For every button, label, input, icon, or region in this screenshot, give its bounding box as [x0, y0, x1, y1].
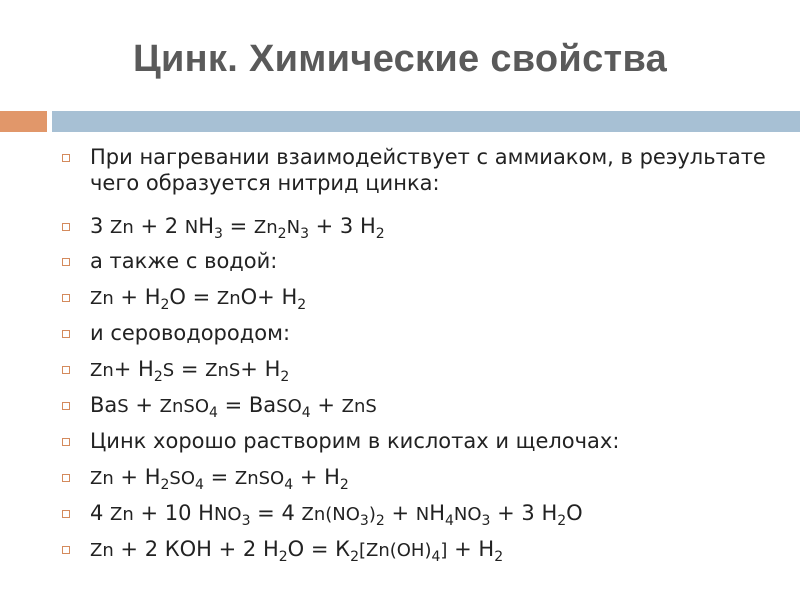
bullet-text	[90, 144, 780, 196]
formula-segment: +	[384, 501, 416, 525]
formula-segment: + 2	[133, 214, 185, 238]
formula-segment: H	[198, 214, 215, 238]
formula-segment: Zn	[253, 217, 278, 238]
subscript-digit: 2	[339, 477, 349, 493]
subscript-digit: 2	[494, 549, 504, 565]
formula-segment: Zn	[90, 540, 114, 561]
formula-segment: и сероводородом:	[90, 321, 291, 345]
formula-subscript	[297, 285, 307, 313]
formula-segment: Zn	[90, 468, 114, 489]
formula-segment: + 3 H	[490, 501, 558, 525]
formula-segment: =	[174, 357, 206, 381]
square-bullet-icon	[62, 438, 70, 446]
square-bullet-icon	[62, 474, 70, 482]
formula-segment: =	[203, 465, 235, 489]
bullet-text	[90, 320, 290, 346]
subscript-digit: 2	[350, 549, 359, 565]
formula-segment: ZnSO	[234, 468, 285, 489]
subscript-digit: 3	[241, 513, 251, 529]
formula-segment: + H	[447, 537, 495, 561]
subscript-digit: 2	[160, 477, 170, 493]
square-bullet-icon	[62, 330, 70, 338]
formula-segment: ZnS	[341, 396, 377, 417]
formula-subscript	[195, 465, 204, 493]
formula-segment: + H	[240, 357, 281, 381]
subscript-digit: 4	[444, 513, 454, 529]
bullet-text	[90, 428, 619, 454]
formula-segment: ZnS	[205, 360, 241, 381]
square-bullet-icon	[62, 294, 70, 302]
formula-segment: + H	[113, 285, 161, 309]
formula-text	[90, 392, 377, 420]
formula-subscript	[280, 357, 290, 385]
formula-segment: O+ H	[240, 285, 298, 309]
subscript-digit: 3	[300, 226, 309, 242]
formula-segment: N	[286, 217, 301, 238]
formula-segment: Zn	[110, 504, 134, 525]
formula-segment: а также с водой:	[90, 249, 278, 273]
formula-segment: + H	[113, 357, 154, 381]
square-bullet-icon	[62, 546, 70, 554]
formula-segment: ]	[440, 540, 448, 561]
formula-segment: + H	[113, 465, 161, 489]
subscript-digit: 4	[284, 477, 294, 493]
formula-text	[90, 500, 583, 528]
formula-segment: +	[128, 393, 160, 417]
formula-segment: N	[415, 504, 430, 525]
formula-segment: + 2 КОН + 2 H	[113, 537, 279, 561]
formula-segment: =	[222, 214, 254, 238]
formula-segment: 3	[90, 214, 111, 238]
formula-segment: Zn	[216, 288, 241, 309]
formula-segment: H	[429, 501, 445, 525]
subscript-digit: 2	[153, 369, 163, 385]
subscript-digit: 2	[160, 297, 170, 313]
formula-subscript	[278, 537, 288, 565]
formula-subscript	[375, 214, 385, 242]
formula-subscript	[375, 501, 385, 529]
square-bullet-icon	[62, 402, 70, 410]
formula-segment: Zn	[110, 217, 134, 238]
subscript-digit: 4	[209, 405, 218, 421]
formula-segment: Ba	[90, 393, 118, 417]
slide-title: Цинк. Химические свойства	[132, 38, 668, 80]
formula-segment: + 3 H	[308, 214, 376, 238]
formula-subscript	[350, 537, 359, 565]
subscript-digit: 2	[375, 226, 385, 242]
formula-subscript	[301, 393, 311, 421]
subscript-digit: 4	[431, 549, 441, 565]
subscript-digit: 2	[278, 549, 288, 565]
formula-subscript	[494, 537, 504, 565]
formula-subscript	[209, 393, 218, 421]
subscript-digit: 4	[301, 405, 311, 421]
formula-segment: )	[368, 504, 376, 525]
subscript-digit: 3	[359, 513, 369, 529]
formula-segment: [Zn(OH)	[358, 540, 432, 561]
formula-segment: Zn	[90, 360, 114, 381]
formula-segment: O =	[169, 285, 217, 309]
subscript-digit: 3	[481, 513, 491, 529]
formula-segment: O	[566, 501, 583, 525]
square-bullet-icon	[62, 510, 70, 518]
formula-segment: SO	[169, 468, 196, 489]
formula-subscript	[241, 501, 251, 529]
formula-subscript	[214, 214, 223, 242]
formula-segment: = 4	[250, 501, 302, 525]
bullet-text	[90, 248, 277, 274]
square-bullet-icon	[62, 223, 70, 231]
formula-segment: 4	[90, 501, 111, 525]
square-bullet-icon	[62, 154, 70, 162]
square-bullet-icon	[62, 258, 70, 266]
formula-subscript	[153, 357, 163, 385]
formula-segment: O = К	[287, 537, 351, 561]
subscript-digit: 2	[375, 513, 385, 529]
formula-subscript	[339, 465, 349, 493]
square-bullet-icon	[62, 366, 70, 374]
formula-subscript	[300, 214, 309, 242]
formula-text	[90, 464, 349, 492]
formula-segment: ZnSO	[159, 396, 210, 417]
subscript-digit: 2	[297, 297, 307, 313]
formula-segment: = Ba	[217, 393, 277, 417]
formula-segment: Zn(NO	[301, 504, 360, 525]
formula-segment: При нагревании взаимодействует с аммиаком, в реэультате чего образуется нитрид цинка:	[90, 145, 766, 195]
formula-segment: + 10 H	[133, 501, 214, 525]
formula-segment: NO	[453, 504, 482, 525]
formula-segment: Zn	[90, 288, 114, 309]
formula-subscript	[557, 501, 567, 529]
subscript-digit: 2	[277, 226, 287, 242]
formula-subscript	[444, 501, 454, 529]
formula-subscript	[284, 465, 294, 493]
formula-segment: S	[162, 360, 175, 381]
subscript-digit: 2	[280, 369, 290, 385]
formula-segment: NO	[213, 504, 242, 525]
formula-subscript	[277, 214, 287, 242]
formula-segment: N	[184, 217, 199, 238]
subscript-digit: 4	[195, 477, 204, 493]
subscript-digit: 3	[214, 226, 223, 242]
formula-segment: SO	[276, 396, 302, 417]
formula-text	[90, 213, 385, 241]
subscript-digit: 2	[557, 513, 567, 529]
formula-segment: S	[117, 396, 129, 417]
formula-text	[90, 356, 289, 384]
formula-segment: + H	[293, 465, 340, 489]
formula-segment: +	[310, 393, 342, 417]
formula-text	[90, 536, 503, 564]
formula-subscript	[359, 501, 369, 529]
formula-text	[90, 284, 306, 312]
formula-segment: Цинк хорошо растворим в кислотах и щелочах:	[90, 429, 620, 453]
